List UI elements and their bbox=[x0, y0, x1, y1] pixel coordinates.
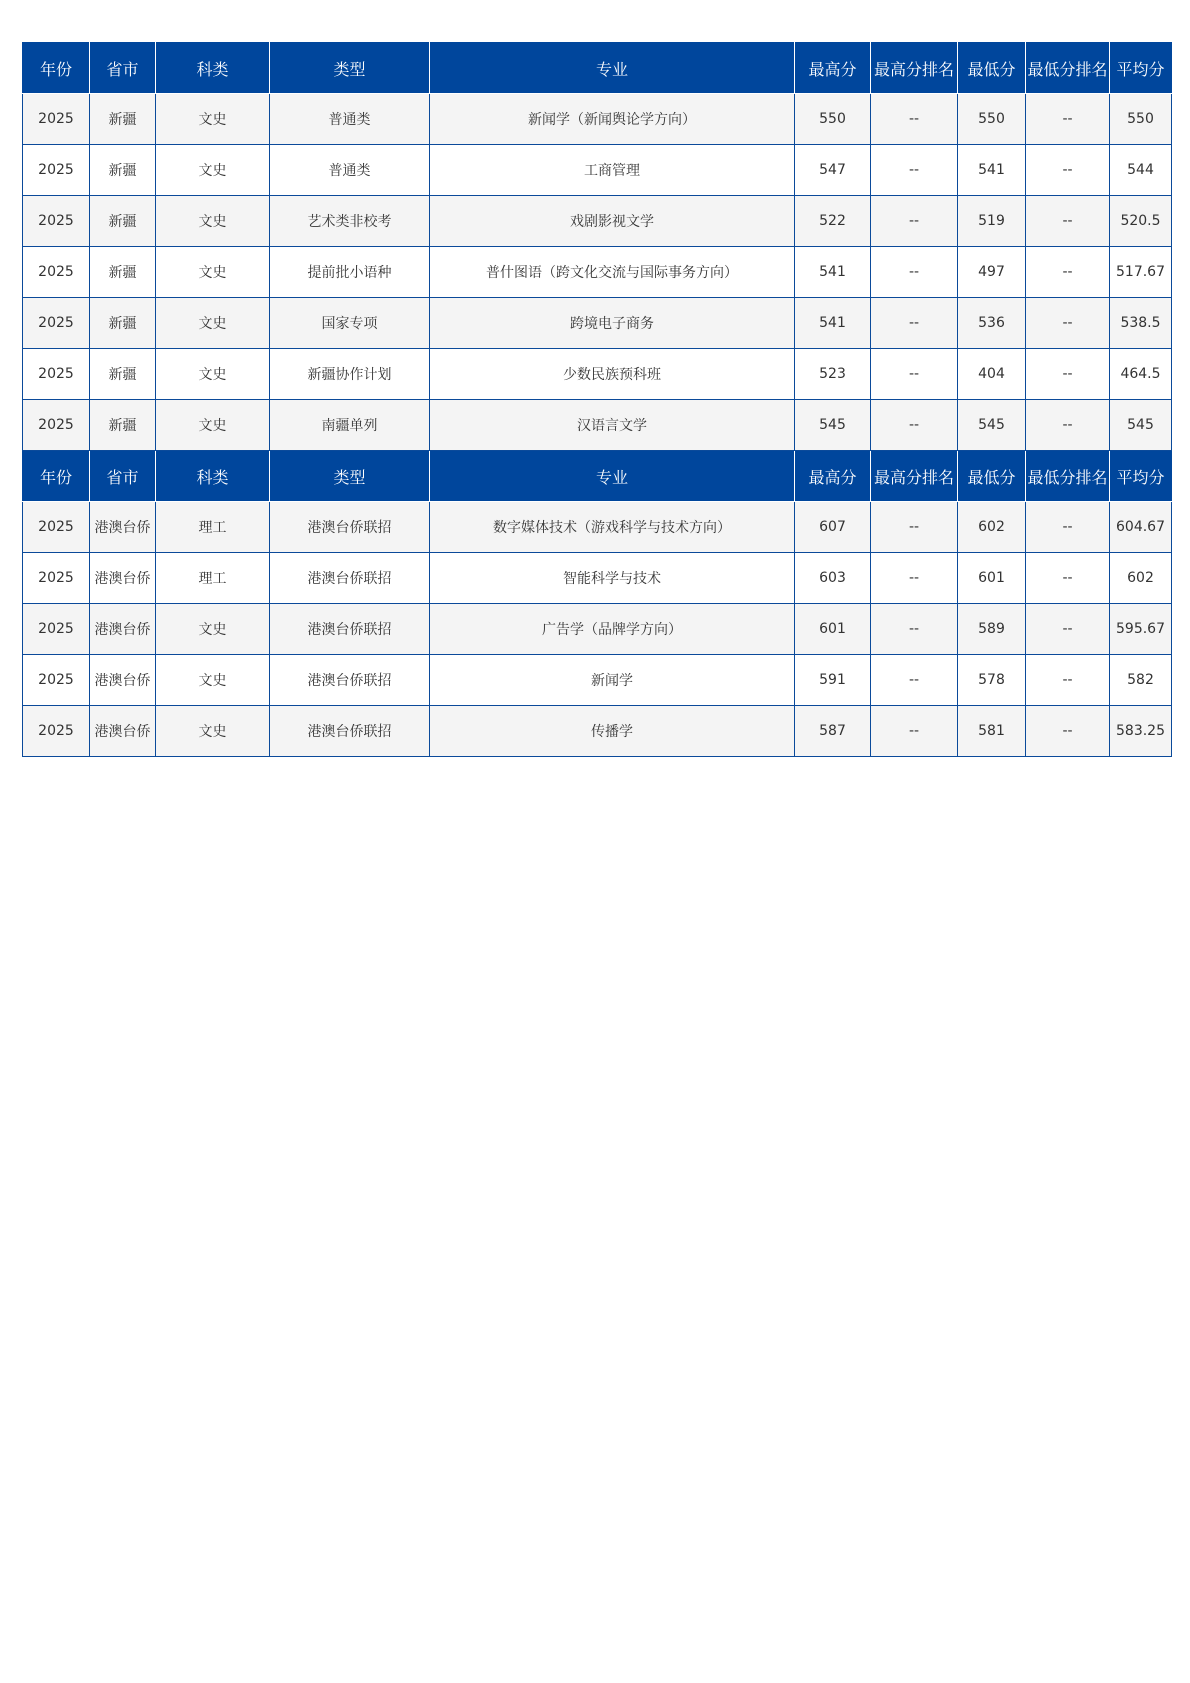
column-header-admission-type: 类型 bbox=[270, 43, 430, 94]
cell-max-score: 523 bbox=[795, 349, 871, 400]
cell-max-score: 601 bbox=[795, 604, 871, 655]
cell-min-score: 602 bbox=[958, 502, 1026, 553]
column-header-min-score: 最低分 bbox=[958, 43, 1026, 94]
cell-avg-score: 545 bbox=[1110, 400, 1172, 451]
table-row bbox=[23, 94, 1172, 145]
table-row bbox=[23, 502, 1172, 553]
cell-min-score-rank: -- bbox=[1026, 247, 1110, 298]
cell-year: 2025 bbox=[23, 145, 90, 196]
cell-min-score-rank: -- bbox=[1026, 604, 1110, 655]
cell-avg-score: 583.25 bbox=[1110, 706, 1172, 757]
cell-subject-category: 文史 bbox=[156, 247, 270, 298]
cell-year: 2025 bbox=[23, 94, 90, 145]
cell-major: 智能科学与技术 bbox=[430, 553, 795, 604]
column-header-subject-category: 科类 bbox=[156, 451, 270, 502]
cell-major: 汉语言文学 bbox=[430, 400, 795, 451]
cell-avg-score: 550 bbox=[1110, 94, 1172, 145]
cell-max-score: 547 bbox=[795, 145, 871, 196]
cell-admission-type: 提前批小语种 bbox=[270, 247, 430, 298]
cell-major: 新闻学（新闻舆论学方向） bbox=[430, 94, 795, 145]
column-header-min-score-rank: 最低分排名 bbox=[1026, 451, 1110, 502]
cell-subject-category: 文史 bbox=[156, 349, 270, 400]
cell-max-score-rank: -- bbox=[871, 298, 958, 349]
cell-min-score-rank: -- bbox=[1026, 94, 1110, 145]
cell-max-score-rank: -- bbox=[871, 349, 958, 400]
cell-min-score: 404 bbox=[958, 349, 1026, 400]
cell-admission-type: 普通类 bbox=[270, 145, 430, 196]
cell-avg-score: 517.67 bbox=[1110, 247, 1172, 298]
column-header-admission-type: 类型 bbox=[270, 451, 430, 502]
cell-subject-category: 文史 bbox=[156, 196, 270, 247]
cell-avg-score: 464.5 bbox=[1110, 349, 1172, 400]
header-row bbox=[23, 43, 1172, 94]
cell-subject-category: 文史 bbox=[156, 94, 270, 145]
cell-major: 跨境电子商务 bbox=[430, 298, 795, 349]
cell-admission-type: 港澳台侨联招 bbox=[270, 502, 430, 553]
cell-max-score-rank: -- bbox=[871, 145, 958, 196]
table-row bbox=[23, 349, 1172, 400]
cell-year: 2025 bbox=[23, 553, 90, 604]
cell-min-score: 601 bbox=[958, 553, 1026, 604]
cell-year: 2025 bbox=[23, 298, 90, 349]
cell-province: 新疆 bbox=[90, 349, 156, 400]
cell-major: 数字媒体技术（游戏科学与技术方向） bbox=[430, 502, 795, 553]
table-row bbox=[23, 247, 1172, 298]
column-header-province: 省市 bbox=[90, 43, 156, 94]
cell-max-score: 545 bbox=[795, 400, 871, 451]
cell-min-score-rank: -- bbox=[1026, 145, 1110, 196]
cell-max-score-rank: -- bbox=[871, 706, 958, 757]
cell-min-score: 550 bbox=[958, 94, 1026, 145]
cell-min-score: 536 bbox=[958, 298, 1026, 349]
cell-min-score: 541 bbox=[958, 145, 1026, 196]
cell-min-score: 578 bbox=[958, 655, 1026, 706]
table-row bbox=[23, 196, 1172, 247]
cell-max-score: 607 bbox=[795, 502, 871, 553]
column-header-min-score-rank: 最低分排名 bbox=[1026, 43, 1110, 94]
column-header-avg-score: 平均分 bbox=[1110, 451, 1172, 502]
table-row bbox=[23, 553, 1172, 604]
cell-major: 工商管理 bbox=[430, 145, 795, 196]
cell-min-score-rank: -- bbox=[1026, 196, 1110, 247]
cell-avg-score: 544 bbox=[1110, 145, 1172, 196]
cell-max-score: 587 bbox=[795, 706, 871, 757]
cell-min-score-rank: -- bbox=[1026, 298, 1110, 349]
cell-max-score: 541 bbox=[795, 247, 871, 298]
cell-year: 2025 bbox=[23, 196, 90, 247]
column-header-province: 省市 bbox=[90, 451, 156, 502]
table-row bbox=[23, 298, 1172, 349]
column-header-subject-category: 科类 bbox=[156, 43, 270, 94]
column-header-year: 年份 bbox=[23, 43, 90, 94]
cell-subject-category: 文史 bbox=[156, 400, 270, 451]
cell-province: 新疆 bbox=[90, 400, 156, 451]
cell-province: 新疆 bbox=[90, 196, 156, 247]
cell-major: 传播学 bbox=[430, 706, 795, 757]
cell-avg-score: 520.5 bbox=[1110, 196, 1172, 247]
cell-avg-score: 538.5 bbox=[1110, 298, 1172, 349]
cell-min-score-rank: -- bbox=[1026, 706, 1110, 757]
cell-avg-score: 604.67 bbox=[1110, 502, 1172, 553]
cell-admission-type: 艺术类非校考 bbox=[270, 196, 430, 247]
cell-province: 港澳台侨 bbox=[90, 655, 156, 706]
cell-province: 新疆 bbox=[90, 94, 156, 145]
cell-subject-category: 文史 bbox=[156, 655, 270, 706]
cell-min-score: 589 bbox=[958, 604, 1026, 655]
admission-scores-page bbox=[22, 42, 1171, 757]
cell-min-score: 497 bbox=[958, 247, 1026, 298]
cell-admission-type: 港澳台侨联招 bbox=[270, 655, 430, 706]
cell-province: 港澳台侨 bbox=[90, 706, 156, 757]
cell-admission-type: 新疆协作计划 bbox=[270, 349, 430, 400]
table-body bbox=[23, 43, 1172, 757]
table-row bbox=[23, 400, 1172, 451]
cell-subject-category: 文史 bbox=[156, 145, 270, 196]
cell-province: 港澳台侨 bbox=[90, 604, 156, 655]
cell-province: 新疆 bbox=[90, 247, 156, 298]
table-row bbox=[23, 145, 1172, 196]
cell-subject-category: 文史 bbox=[156, 298, 270, 349]
cell-min-score-rank: -- bbox=[1026, 349, 1110, 400]
cell-year: 2025 bbox=[23, 604, 90, 655]
cell-year: 2025 bbox=[23, 349, 90, 400]
cell-subject-category: 理工 bbox=[156, 502, 270, 553]
cell-province: 港澳台侨 bbox=[90, 502, 156, 553]
cell-max-score: 591 bbox=[795, 655, 871, 706]
cell-province: 新疆 bbox=[90, 298, 156, 349]
cell-major: 普什图语（跨文化交流与国际事务方向） bbox=[430, 247, 795, 298]
cell-admission-type: 港澳台侨联招 bbox=[270, 706, 430, 757]
table-row bbox=[23, 604, 1172, 655]
cell-max-score: 541 bbox=[795, 298, 871, 349]
cell-min-score-rank: -- bbox=[1026, 400, 1110, 451]
column-header-max-score: 最高分 bbox=[795, 43, 871, 94]
cell-subject-category: 文史 bbox=[156, 706, 270, 757]
cell-min-score: 545 bbox=[958, 400, 1026, 451]
cell-max-score-rank: -- bbox=[871, 196, 958, 247]
cell-max-score-rank: -- bbox=[871, 604, 958, 655]
cell-min-score-rank: -- bbox=[1026, 502, 1110, 553]
column-header-max-score-rank: 最高分排名 bbox=[871, 43, 958, 94]
cell-year: 2025 bbox=[23, 247, 90, 298]
cell-max-score-rank: -- bbox=[871, 502, 958, 553]
cell-max-score: 522 bbox=[795, 196, 871, 247]
cell-avg-score: 602 bbox=[1110, 553, 1172, 604]
column-header-major: 专业 bbox=[430, 43, 795, 94]
column-header-major: 专业 bbox=[430, 451, 795, 502]
cell-avg-score: 595.67 bbox=[1110, 604, 1172, 655]
cell-max-score-rank: -- bbox=[871, 94, 958, 145]
column-header-avg-score: 平均分 bbox=[1110, 43, 1172, 94]
cell-major: 广告学（品牌学方向） bbox=[430, 604, 795, 655]
cell-min-score: 581 bbox=[958, 706, 1026, 757]
cell-max-score-rank: -- bbox=[871, 247, 958, 298]
column-header-max-score-rank: 最高分排名 bbox=[871, 451, 958, 502]
column-header-max-score: 最高分 bbox=[795, 451, 871, 502]
cell-major: 少数民族预科班 bbox=[430, 349, 795, 400]
cell-max-score-rank: -- bbox=[871, 655, 958, 706]
cell-min-score-rank: -- bbox=[1026, 553, 1110, 604]
cell-max-score: 603 bbox=[795, 553, 871, 604]
cell-avg-score: 582 bbox=[1110, 655, 1172, 706]
column-header-min-score: 最低分 bbox=[958, 451, 1026, 502]
cell-year: 2025 bbox=[23, 706, 90, 757]
cell-major: 新闻学 bbox=[430, 655, 795, 706]
column-header-year: 年份 bbox=[23, 451, 90, 502]
cell-major: 戏剧影视文学 bbox=[430, 196, 795, 247]
cell-max-score-rank: -- bbox=[871, 400, 958, 451]
admission-scores-table bbox=[22, 42, 1172, 757]
table-row bbox=[23, 706, 1172, 757]
cell-year: 2025 bbox=[23, 400, 90, 451]
cell-province: 新疆 bbox=[90, 145, 156, 196]
table-row bbox=[23, 655, 1172, 706]
cell-admission-type: 港澳台侨联招 bbox=[270, 553, 430, 604]
cell-admission-type: 普通类 bbox=[270, 94, 430, 145]
cell-min-score-rank: -- bbox=[1026, 655, 1110, 706]
cell-subject-category: 理工 bbox=[156, 553, 270, 604]
cell-max-score-rank: -- bbox=[871, 553, 958, 604]
cell-province: 港澳台侨 bbox=[90, 553, 156, 604]
cell-admission-type: 港澳台侨联招 bbox=[270, 604, 430, 655]
cell-year: 2025 bbox=[23, 502, 90, 553]
header-row bbox=[23, 451, 1172, 502]
cell-admission-type: 南疆单列 bbox=[270, 400, 430, 451]
cell-min-score: 519 bbox=[958, 196, 1026, 247]
cell-max-score: 550 bbox=[795, 94, 871, 145]
cell-year: 2025 bbox=[23, 655, 90, 706]
cell-admission-type: 国家专项 bbox=[270, 298, 430, 349]
cell-subject-category: 文史 bbox=[156, 604, 270, 655]
